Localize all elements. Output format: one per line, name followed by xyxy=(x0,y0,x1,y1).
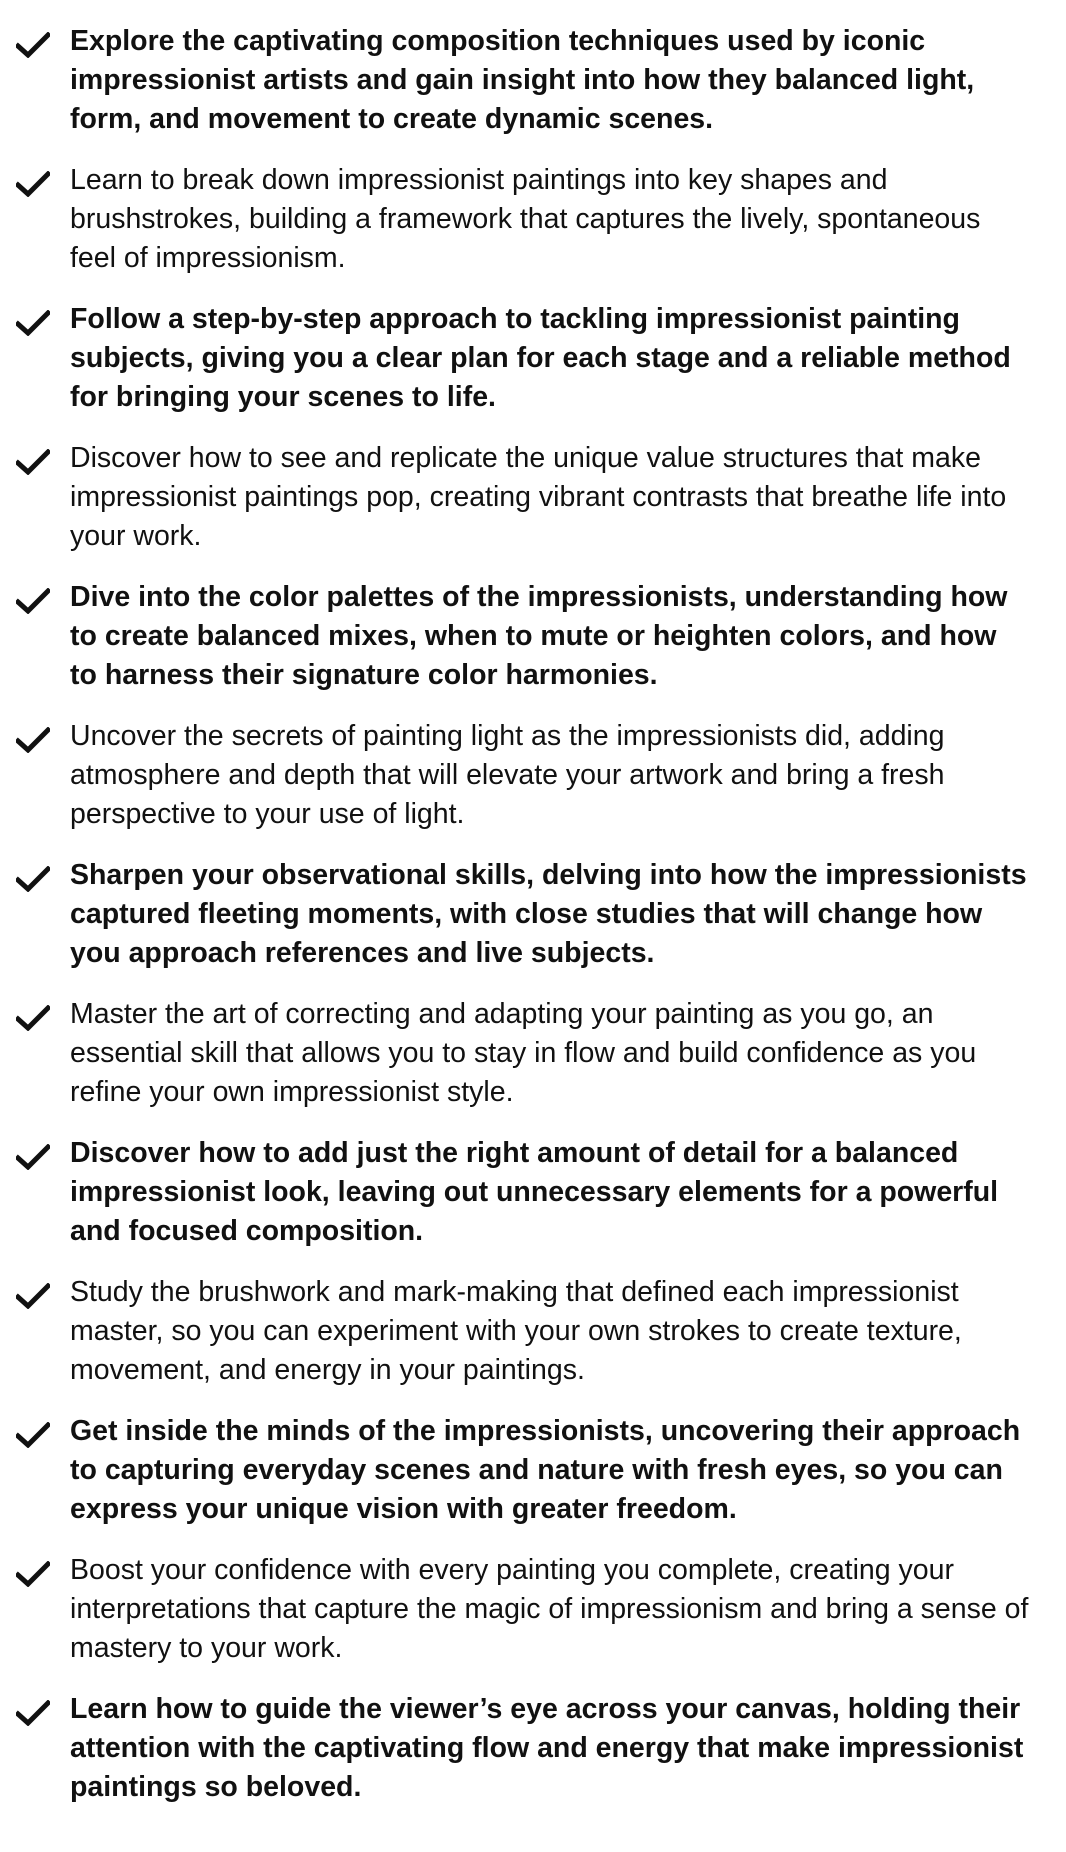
list-item-text: Learn how to guide the viewer’s eye across your canvas, holding their attention with the captivating flow and energy that make impressionist paintings so beloved. xyxy=(70,1693,1024,1803)
checkmark-icon xyxy=(16,1700,50,1726)
list-item-text: Master the art of correcting and adapting your painting as you go, an essential skill that allows you to stay in flow and build confidence as you refine your own impressionist style. xyxy=(70,998,977,1108)
list-item xyxy=(0,1551,1030,1690)
list-item xyxy=(0,439,1030,578)
checkmark-icon xyxy=(16,1283,50,1309)
checkmark-icon xyxy=(16,1005,50,1031)
list-item-text: Get inside the minds of the impressionists, uncovering their approach to capturing everyday scenes and nature with fresh eyes, so you can express your unique vision with greater freedom. xyxy=(70,1415,1021,1525)
list-item-text: Study the brushwork and mark-making that defined each impressionist master, so you can experiment with your own strokes to create texture, movement, and energy in your paintings. xyxy=(70,1276,962,1386)
list-item-text: Sharpen your observational skills, delving into how the impressionists captured fleeting moments, with close studies that will change how you approach references and live subjects. xyxy=(70,859,1027,969)
list-item-text: Dive into the color palettes of the impressionists, understanding how to create balanced mixes, when to mute or heighten colors, and how to harness their signature color harmonies. xyxy=(70,581,1008,691)
list-item-text: Learn to break down impressionist paintings into key shapes and brushstrokes, building a framework that captures the lively, spontaneous feel of impressionism. xyxy=(70,164,981,274)
checkmark-icon xyxy=(16,1561,50,1587)
checkmark-icon xyxy=(16,1422,50,1448)
list-item-text: Uncover the secrets of painting light as the impressionists did, adding atmosphere and depth that will elevate your artwork and bring a fresh perspective to your use of light. xyxy=(70,720,945,830)
list-item xyxy=(0,1134,1030,1273)
list-item xyxy=(0,161,1030,300)
checkmark-icon xyxy=(16,727,50,753)
checkmark-icon xyxy=(16,866,50,892)
list-item-text: Explore the captivating composition techniques used by iconic impressionist artists and gain insight into how they balanced light, form, and movement to create dynamic scenes. xyxy=(70,25,975,135)
list-item xyxy=(0,1690,1030,1829)
list-item-text: Discover how to see and replicate the unique value structures that make impressionist paintings pop, creating vibrant contrasts that breathe life into your work. xyxy=(70,442,1007,552)
list-item xyxy=(0,300,1030,439)
list-item xyxy=(0,1412,1030,1551)
list-item xyxy=(0,995,1030,1134)
list-item-text: Follow a step-by-step approach to tackling impressionist painting subjects, giving you a clear plan for each stage and a reliable method for bringing your scenes to life. xyxy=(70,303,1011,413)
checkmark-icon xyxy=(16,310,50,336)
checkmark-icon xyxy=(16,32,50,58)
checkmark-icon xyxy=(16,171,50,197)
list-item xyxy=(0,22,1030,161)
list-item xyxy=(0,856,1030,995)
checkmark-icon xyxy=(16,1144,50,1170)
list-item xyxy=(0,1273,1030,1412)
list-item xyxy=(0,717,1030,856)
list-item-text: Discover how to add just the right amount of detail for a balanced impressionist look, leaving out unnecessary elements for a powerful and focused composition. xyxy=(70,1137,999,1247)
checkmark-icon xyxy=(16,588,50,614)
list-item-text: Boost your confidence with every painting you complete, creating your interpretations that capture the magic of impressionism and bring a sense of mastery to your work. xyxy=(70,1554,1029,1664)
checkmark-icon xyxy=(16,449,50,475)
list-item xyxy=(0,578,1030,717)
